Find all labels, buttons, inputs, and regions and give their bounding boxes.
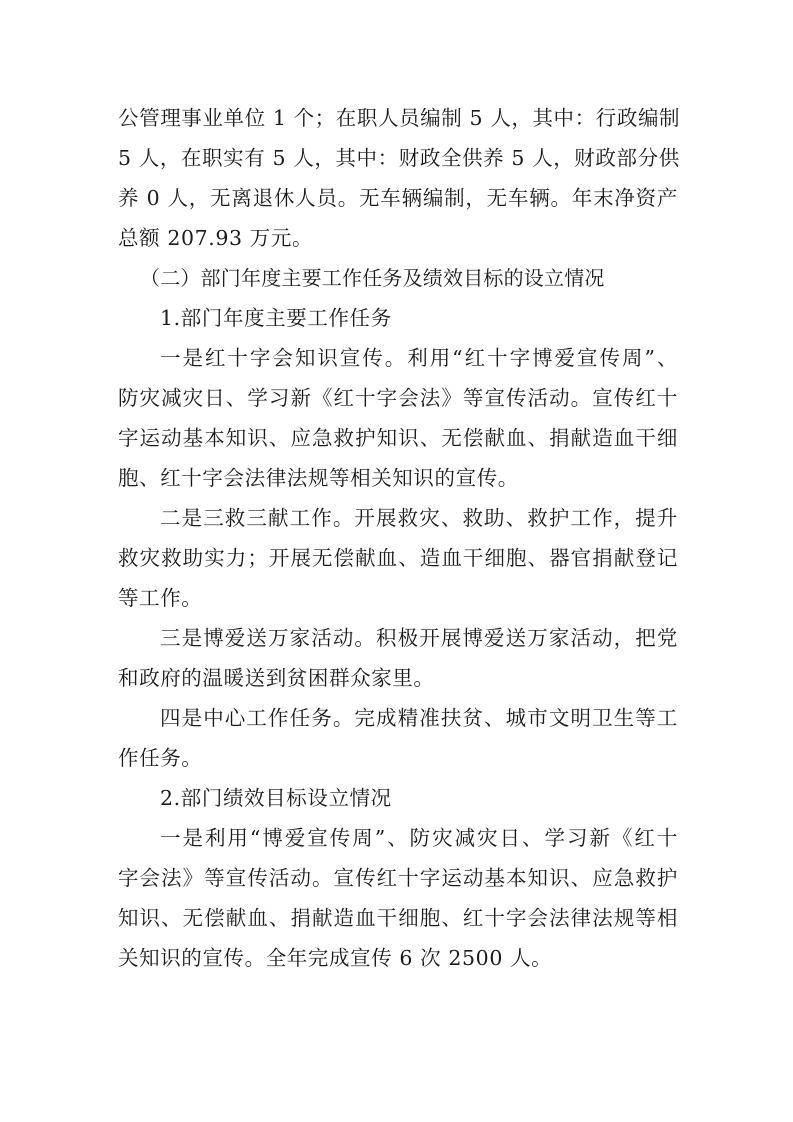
section-heading: [118, 258, 678, 298]
text-line: 5 人，在职实有 5 人，其中：财政全供养 5 人，财政部分供: [118, 146, 680, 170]
paragraph-task-two: [118, 498, 678, 618]
text-line: 三是博爱送万家活动。积极开展博爱送万家活动，把党: [160, 626, 678, 650]
text-line: 胞、红十字会法律法规等相关知识的宣传。: [118, 466, 519, 490]
text-line: 救灾救助实力；开展无偿献血、造血干细胞、器官捐献登记: [118, 546, 678, 570]
text-line: 总额 207.93 万元。: [118, 226, 314, 250]
paragraph-task-three: [118, 618, 678, 698]
subheading-text: 2.部门绩效目标设立情况: [160, 786, 392, 810]
paragraph-unit-overview: [118, 98, 681, 258]
paragraph-task-four: [118, 698, 678, 778]
text-line: 防灾减灾日、学习新《红十字会法》等宣传活动。宣传红十: [118, 386, 678, 410]
paragraph-goal-one: [118, 818, 678, 978]
text-line: 字运动基本知识、应急救护知识、无偿献血、捐献造血干细: [118, 426, 678, 450]
section-heading-text: （二）部门年度主要工作任务及绩效目标的设立情况: [140, 266, 605, 290]
text-line: 关知识的宣传。全年完成宣传 6 次 2500 人。: [118, 946, 553, 970]
text-line: 作任务。: [118, 746, 203, 770]
subheading-main-tasks: [118, 298, 678, 338]
text-line: 四是中心工作任务。完成精准扶贫、城市文明卫生等工: [160, 706, 678, 730]
text-line: 养 0 人，无离退休人员。无车辆编制，无车辆。年末净资产: [118, 186, 678, 210]
subheading-text: 1.部门年度主要工作任务: [160, 306, 392, 330]
subheading-performance-goals: [118, 778, 678, 818]
paragraph-task-one: [118, 338, 678, 498]
text-line: 公管理事业单位 1 个；在职人员编制 5 人，其中：行政编制: [118, 106, 681, 130]
text-line: 一是利用“博爱宣传周”、防灾减灾日、学习新《红十: [160, 826, 678, 850]
text-line: 和政府的温暖送到贫困群众家里。: [118, 666, 435, 690]
text-line: 二是三救三献工作。开展救灾、救助、救护工作，提升: [160, 506, 678, 530]
text-line: 等工作。: [118, 586, 203, 610]
text-line: 知识、无偿献血、捐献造血干细胞、红十字会法律法规等相: [118, 906, 678, 930]
text-line: 一是红十字会知识宣传。利用“红十字博爱宣传周”、: [160, 346, 678, 370]
document-body: [118, 98, 681, 978]
text-line: 字会法》等宣传活动。宣传红十字运动基本知识、应急救护: [118, 866, 678, 890]
